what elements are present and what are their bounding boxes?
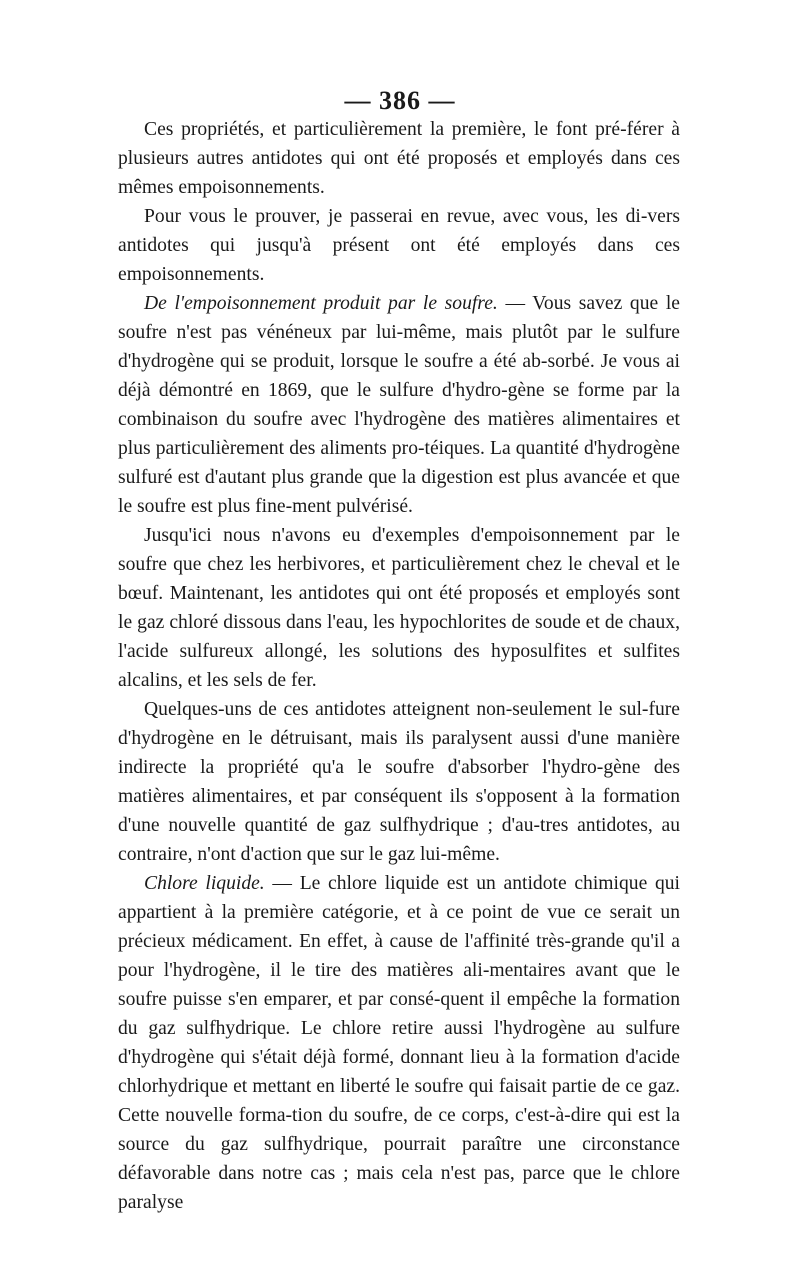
paragraph-3-heading: De l'empoisonnement produit par le soufre. — [144, 293, 498, 314]
paragraph-3 — [118, 289, 680, 521]
paragraph-6-text: — Le chlore liquide est un antidote chimique qui appartient à la première catégorie, et à ce point de vue ce serait un précieux médicament. En effet, à cause de l'affinité très-grande qu'il a pour l'hydrogène, il le tire des matières ali-mentaires avant que le soufre puisse s'en emparer, et par consé-quent il empêche la formation du gaz sulfhydrique. Le chlore retire aussi l'hydrogène au sulfure d'hydrogène qui s'était déjà formé, donnant lieu à la formation d'acide chlorhydrique et mettant en liberté le soufre qui faisait partie de ce gaz. Cette nouvelle forma-tion du soufre, de ce corps, c'est-à-dire qui est la source du gaz sulfhydrique, pourrait paraître une circonstance défavorable dans notre cas ; mais cela n'est pas, parce que le chlore paralyse — [118, 873, 680, 1213]
paragraph-6 — [118, 869, 680, 1217]
paragraph-6-heading: Chlore liquide. — [144, 873, 265, 894]
page-number: — 386 — — [344, 86, 456, 115]
paragraph-3-text: — Vous savez que le soufre n'est pas vénéneux par lui-même, mais plutôt par le sulfure d'hydrogène qui se produit, lorsque le soufre a été ab-sorbé. Je vous ai déjà démontré en 1869, que le sulfure d'hydro-gène se forme par la combinaison du soufre avec l'hydrogène des matières alimentaires et plus particulièrement des aliments pro-téiques. La quantité d'hydrogène sulfuré est d'autant plus grande que la digestion est plus avancée et que le soufre est plus fine-ment pulvérisé. — [118, 293, 680, 517]
body-text — [118, 115, 680, 1217]
paragraph-2: Pour vous le prouver, je passerai en revue, avec vous, les di-vers antidotes qui jusqu'à présent ont été employés dans ces empoisonnements. — [118, 206, 680, 285]
paragraph-1: Ces propriétés, et particulièrement la première, le font pré-férer à plusieurs autres antidotes qui ont été proposés et employés dans ces mêmes empoisonnements. — [118, 119, 680, 198]
paragraph-4: Jusqu'ici nous n'avons eu d'exemples d'empoisonnement par le soufre que chez les herbivores, et particulièrement chez le cheval et le bœuf. Maintenant, les antidotes qui ont été proposés et employés sont le gaz chloré dissous dans l'eau, les hypochlorites de soude et de chaux, l'acide sulfureux allongé, les solutions des hyposulfites et sulfites alcalins, et les sels de fer. — [118, 525, 680, 691]
paragraph-5: Quelques-uns de ces antidotes atteignent non-seulement le sul-fure d'hydrogène en le détruisant, mais ils paralysent aussi d'une manière indirecte la propriété qu'a le soufre d'absorber l'hydro-gène des matières alimentaires, et par conséquent ils s'opposent à la formation d'une nouvelle quantité de gaz sulfhydrique ; d'au-tres antidotes, au contraire, n'ont d'action que sur le gaz lui-même. — [118, 699, 680, 865]
